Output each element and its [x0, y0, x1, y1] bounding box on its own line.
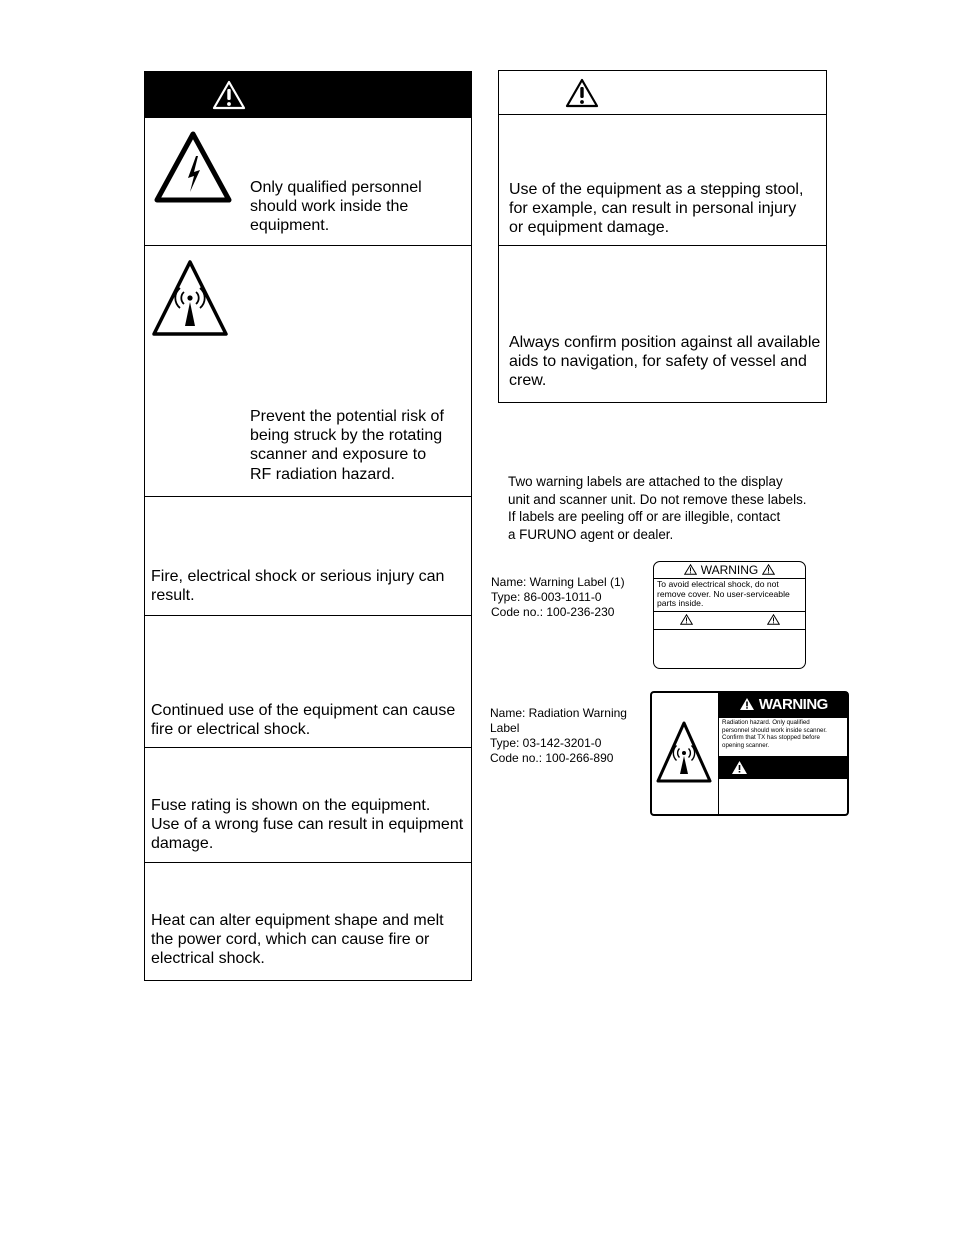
warning-label-2-body: Radiation hazard. Only qualified personnel should work inside scanner. Confirm that TX has stopped before opening scanner.	[722, 719, 827, 749]
warning-label-1-body: To avoid electrical shock, do not remove cover. No user-serviceable parts inside.	[657, 579, 790, 609]
heat-warning-text: Heat can alter equipment shape and melt the power cord, which can cause fire or electrical shock.	[151, 912, 444, 968]
warning-triangle-icon	[739, 697, 755, 711]
warning-label-2-info: Name: Radiation Warning Label Type: 03-142-3201-0 Code no.: 100-266-890	[490, 706, 627, 765]
fuse-warning-text: Fuse rating is shown on the equipment. Use of a wrong fuse can result in equipment damage.	[151, 797, 464, 853]
divider	[498, 245, 827, 246]
warning-triangle-icon	[762, 564, 775, 575]
radiation-hazard-icon	[150, 258, 230, 338]
continued-use-warning-text: Continued use of the equipment can cause fire or electrical shock.	[151, 702, 456, 739]
stepping-stool-caution-text: Use of the equipment as a stepping stool, for example, can result in personal injury or equipment damage.	[509, 181, 804, 237]
warning-triangle-icon	[684, 564, 697, 575]
electric-shock-icon	[153, 130, 233, 204]
warning-label-1-info: Name: Warning Label (1) Type: 86-003-1011-0 Code no.: 100-236-230	[491, 575, 625, 619]
warning-triangle-icon	[680, 614, 693, 625]
warning-label-2-header-row	[719, 695, 848, 715]
radiation-hazard-icon	[655, 720, 713, 784]
electrical-warning-text: Only qualified personnel should work inside the equipment.	[250, 179, 422, 235]
divider	[144, 496, 472, 497]
divider	[654, 611, 805, 612]
warning-triangle-icon	[212, 80, 246, 110]
position-caution-text: Always confirm position against all available aids to navigation, for safety of vessel and crew.	[509, 334, 821, 390]
warning-label-2-header-text: WARNING	[758, 696, 828, 713]
left-warning-header	[144, 71, 472, 118]
warning-labels-note: Two warning labels are attached to the display unit and scanner unit. Do not remove these labels. If labels are peeling off or are illegible, contact a FURUNO agent or dealer.	[508, 474, 807, 542]
caution-triangle-icon	[565, 78, 599, 108]
divider	[144, 862, 472, 863]
divider	[144, 245, 472, 246]
warning-triangle-icon	[731, 760, 748, 775]
caution-header-divider	[498, 114, 827, 115]
warning-triangle-icon	[767, 614, 780, 625]
divider	[144, 747, 472, 748]
warning-label-1-header-text: WARNING	[700, 563, 759, 577]
fire-warning-text: Fire, electrical shock or serious injury can result.	[151, 568, 445, 605]
divider	[654, 629, 805, 630]
divider	[144, 615, 472, 616]
warning-label-1-header	[654, 563, 805, 578]
radiation-warning-text: Prevent the potential risk of being struck by the rotating scanner and exposure to RF radiation hazard.	[250, 408, 444, 483]
